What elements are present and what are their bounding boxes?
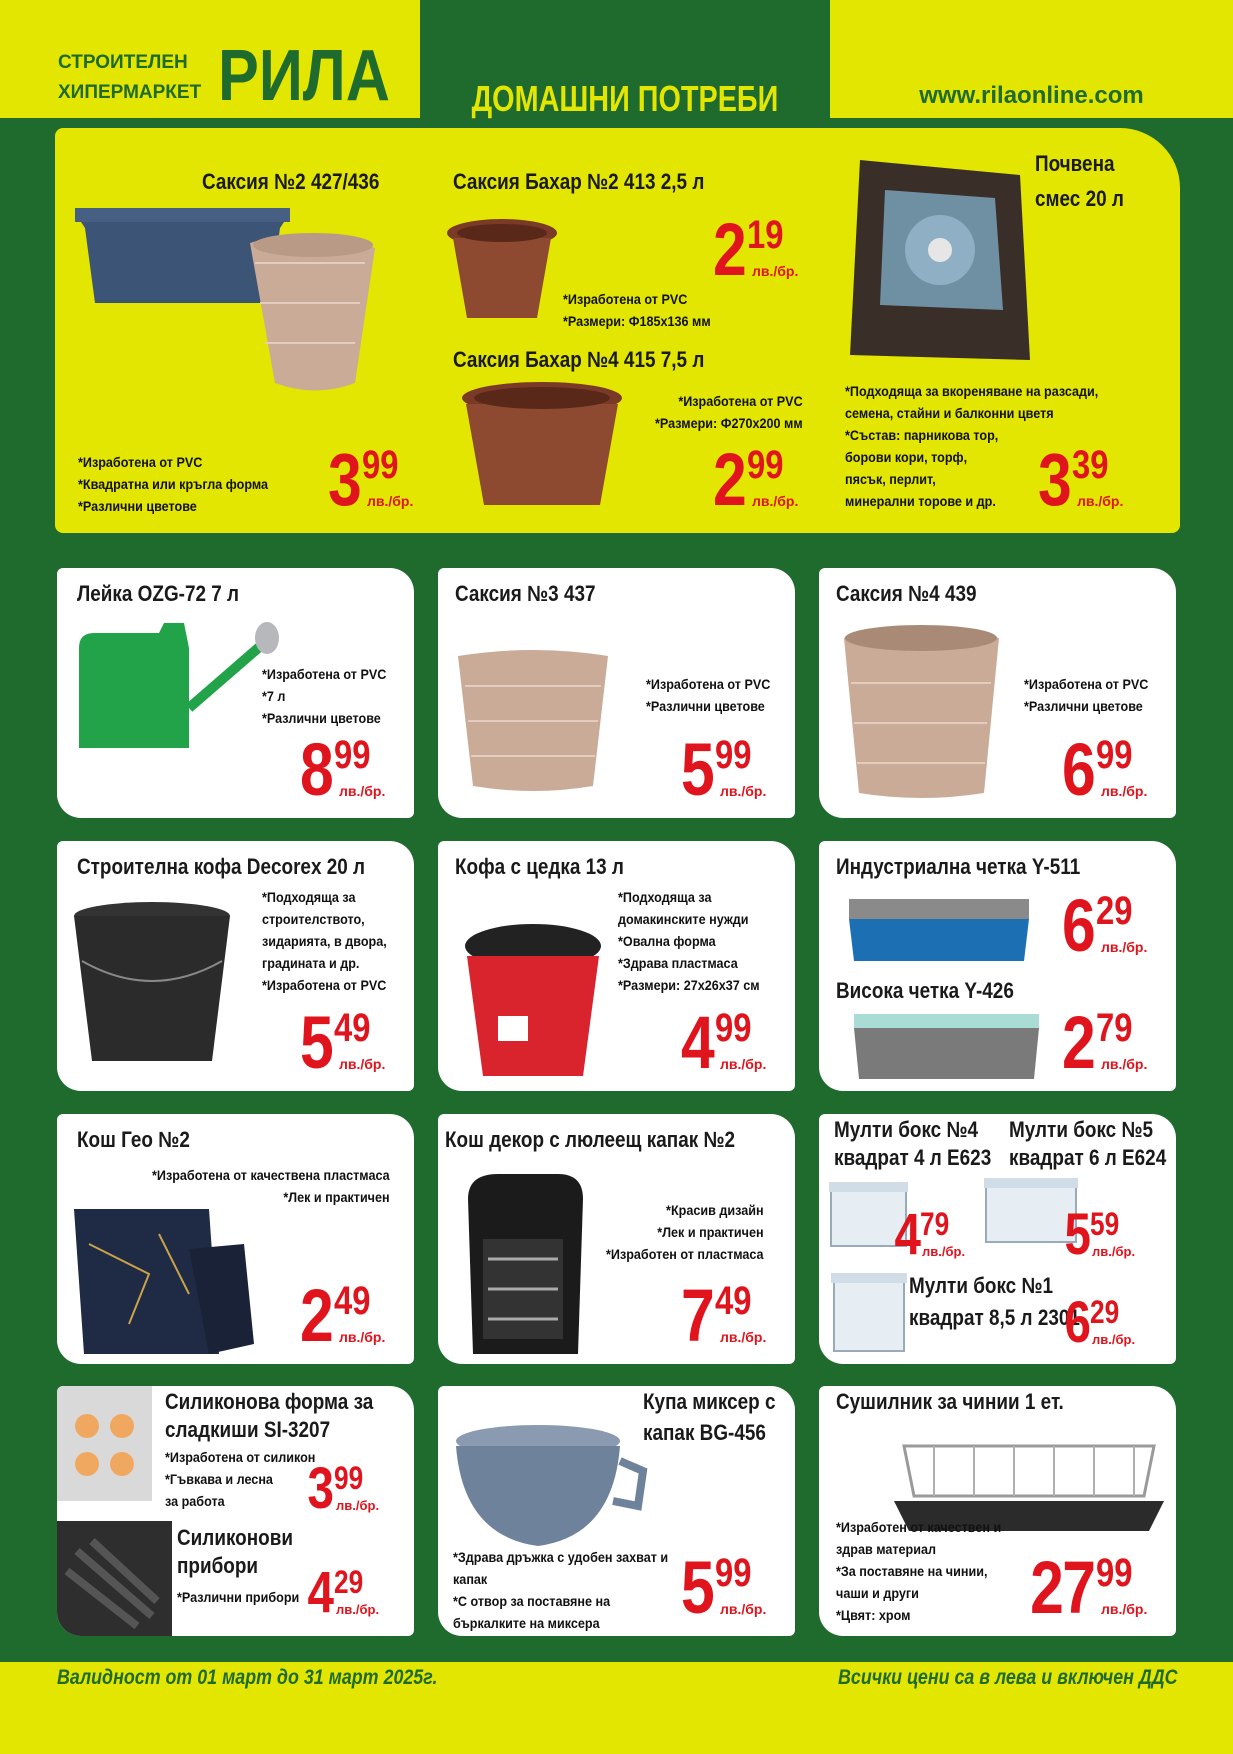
product-card-multi-boxes[interactable] [819, 1114, 1176, 1364]
product-title: Силиконови [177, 1525, 293, 1550]
product-title: Саксия Бахар №2 413 2,5 л [453, 169, 705, 194]
planter-set-image [75, 203, 375, 403]
product-notes: *Здрава дръжка с удобен захват и капак *С отвор за поставяне на бъркалките на миксера [453, 1549, 669, 1631]
product-notes: *Изработена от силикон *Гъвкава и лесна за работа [165, 1449, 316, 1509]
price-tag: 5 99 лв./бр. [680, 1546, 767, 1629]
page-header [0, 0, 1233, 118]
product-card-silicone[interactable] [57, 1386, 414, 1636]
product-title: Мулти бокс №1 [909, 1273, 1054, 1298]
website-block [830, 0, 1233, 118]
product-title: квадрат 4 л E623 [834, 1145, 992, 1170]
product-notes: *Изработена от PVC *Размери: Ф270х200 мм [655, 393, 803, 431]
product-title: Саксия №3 437 [455, 581, 596, 606]
product-notes: *Изработен от качествен и здрав материал *За поставяне на чинии, чаши и други *Цвят: хром [836, 1519, 1002, 1623]
product-notes: *Подходяща за домакинските нужди *Овална форма *Здрава пластмаса *Размери: 27х26х37 см [618, 889, 760, 993]
product-title: Силиконова форма за [165, 1389, 374, 1414]
brand-logo-text: РИЛА [218, 36, 390, 116]
brand-subtitle-1: СТРОИТЕЛЕН [58, 52, 188, 73]
price-tag: 6 29 лв./бр. [1064, 1290, 1136, 1355]
product-title: сладкиши SI-3207 [165, 1417, 331, 1442]
mop-bucket-image [453, 906, 613, 1086]
silicone-utensils-image [57, 1521, 172, 1636]
product-title: Висока четка Y-426 [836, 978, 1014, 1003]
product-notes: *Изработена от качествена пластмаса *Лек и практичен [152, 1167, 390, 1205]
price-tag: 7 49 лв./бр. [680, 1274, 767, 1357]
price-tag: 3 99 лв./бр. [307, 1456, 380, 1521]
silicone-mold-image [57, 1386, 152, 1501]
soil-bag-image [845, 160, 1030, 365]
price-tag: 4 29 лв./бр. [307, 1560, 380, 1625]
validity-note: Валидност от 01 март до 31 март 2025г. [57, 1666, 438, 1689]
industrial-brush-image [834, 889, 1034, 969]
product-card-mixer-bowl[interactable] [438, 1386, 795, 1636]
quilted-planter-image [453, 646, 613, 796]
product-title: Мулти бокс №4 [834, 1117, 979, 1142]
product-notes: *Подходяща за вкореняване на разсади, семена, стайни и балконни цветя *Състав: парникова тор, борови кори, торф, пясък, перлит, минерални торове и др. [845, 383, 1099, 509]
high-brush-image [834, 1009, 1044, 1084]
product-card-watering-can[interactable] [57, 568, 414, 818]
price-tag: 6 99 лв./бр. [1061, 728, 1148, 811]
featured-offers-panel [55, 128, 1180, 533]
box-1-image [829, 1269, 909, 1354]
product-notes: *Изработена от PVC *Квадратна или кръгла форма *Различни цветове [78, 454, 269, 514]
product-title: квадрат 6 л E624 [1009, 1145, 1167, 1170]
price-tag: 3 39 лв./бр. [1037, 438, 1124, 521]
product-title: Кофа с цедка 13 л [455, 854, 624, 879]
product-card-planter-4[interactable] [819, 568, 1176, 818]
price-tag: 5 49 лв./бр. [299, 1001, 386, 1084]
product-title: Саксия Бахар №4 415 7,5 л [453, 347, 705, 372]
product-title: квадрат 8,5 л 2301 [909, 1305, 1080, 1330]
brown-pot-image [445, 218, 560, 328]
product-card-dish-rack[interactable] [819, 1386, 1176, 1636]
product-notes: *Изработена от PVC *Различни цветове [1024, 676, 1149, 714]
product-title: Саксия №4 439 [836, 581, 977, 606]
black-bucket-image [67, 901, 237, 1071]
product-title: Почвена [1035, 151, 1115, 176]
product-card-mop-bucket[interactable] [438, 841, 795, 1091]
price-tag: 4 99 лв./бр. [680, 1001, 767, 1084]
price-tag: 8 99 лв./бр. [299, 728, 386, 811]
decor-bin-image [458, 1169, 588, 1359]
section-title: ДОМАШНИ ПОТРЕБИ [471, 78, 779, 119]
product-notes: *Изработена от PVC *7 л *Различни цветове [262, 666, 387, 726]
product-title: Саксия №2 427/436 [202, 169, 380, 194]
mixer-bowl-image [448, 1421, 648, 1551]
product-card-decor-bin[interactable] [438, 1114, 795, 1364]
product-card-planter-3[interactable] [438, 568, 795, 818]
price-tag: 2 19 лв./бр. [712, 208, 799, 291]
product-title: прибори [177, 1553, 259, 1578]
quilted-planter-image [839, 623, 1004, 803]
brand-block [0, 0, 420, 118]
price-tag: 2 49 лв./бр. [299, 1274, 386, 1357]
product-notes: *Различни прибори [177, 1589, 300, 1605]
product-title: Сушилник за чинии 1 ет. [836, 1389, 1064, 1414]
product-title: Кош Гео №2 [77, 1127, 190, 1152]
product-notes: *Подходяща за строителството, зидарията, в двора, градината и др. *Изработена от PVC [262, 889, 387, 993]
geo-bin-image [69, 1204, 259, 1359]
price-tag: 3 99 лв./бр. [327, 438, 414, 521]
prices-note: Всички цени са в лева и включен ДДС [838, 1666, 1178, 1689]
price-tag: 2 79 лв./бр. [1061, 1001, 1148, 1084]
product-title: Индустриална четка Y-511 [836, 854, 1081, 879]
product-notes: *Красив дизайн *Лек и практичен *Изработен от пластмаса [606, 1202, 764, 1262]
product-title: Лейка OZG-72 7 л [77, 581, 240, 606]
product-title: Кош декор с люлеещ капак №2 [445, 1127, 736, 1152]
product-notes: *Изработена от PVC *Размери: Ф185х136 мм [563, 291, 711, 329]
price-tag: 5 99 лв./бр. [680, 728, 767, 811]
product-title: Мулти бокс №5 [1009, 1117, 1154, 1142]
product-title: капак BG-456 [643, 1420, 766, 1445]
section-title-block [420, 0, 830, 118]
product-notes: *Изработена от PVC *Различни цветове [646, 676, 771, 714]
brand-subtitle-2: ХИПЕРМАРКЕТ [58, 82, 202, 103]
product-title: смес 20 л [1035, 186, 1124, 211]
price-tag: 27 99 лв./бр. [1029, 1546, 1148, 1629]
product-card-geo-bin[interactable] [57, 1114, 414, 1364]
price-tag: 5 59 лв./бр. [1064, 1202, 1136, 1267]
watering-can-image [69, 618, 279, 758]
price-tag: 6 29 лв./бр. [1061, 884, 1148, 967]
product-title: Строителна кофа Decorex 20 л [77, 854, 366, 879]
product-card-brushes[interactable] [819, 841, 1176, 1091]
product-title: Купа миксер с [643, 1389, 776, 1414]
price-tag: 4 79 лв./бр. [894, 1202, 966, 1267]
product-card-construction-bucket[interactable] [57, 841, 414, 1091]
website-link[interactable]: www.rilaonline.com [919, 82, 1144, 109]
brown-pot-large-image [460, 380, 625, 515]
price-tag: 2 99 лв./бр. [712, 438, 799, 521]
